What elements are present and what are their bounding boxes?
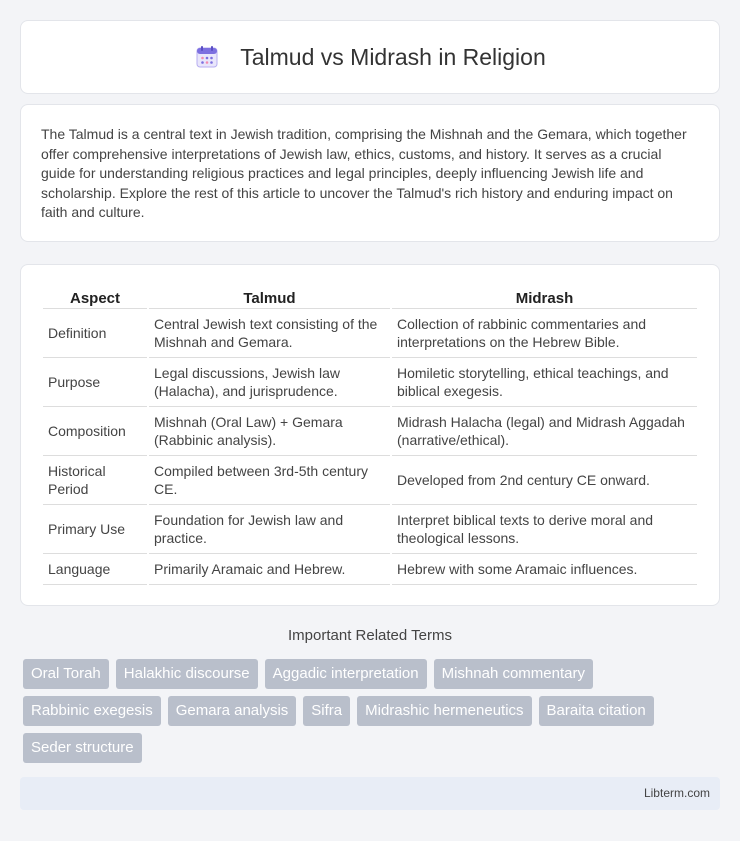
table-row	[43, 456, 697, 505]
footer	[20, 777, 720, 810]
related-terms-list	[23, 659, 723, 763]
cell-aspect: Language	[43, 554, 147, 585]
footer-site-link[interactable]: Libterm.com	[643, 786, 710, 800]
cell-talmud: Primarily Aramaic and Hebrew.	[149, 554, 390, 585]
header-talmud: Talmud	[149, 287, 390, 309]
cell-aspect: Historical Period	[43, 456, 147, 505]
table-row	[43, 358, 697, 407]
calendar-icon	[194, 44, 220, 70]
cell-midrash: Developed from 2nd century CE onward.	[392, 456, 697, 505]
cell-midrash: Homiletic storytelling, ethical teachings, and biblical exegesis.	[392, 358, 697, 407]
intro-section	[20, 104, 720, 242]
cell-aspect: Composition	[43, 407, 147, 456]
cell-talmud: Compiled between 3rd-5th century CE.	[149, 456, 390, 505]
page-header	[20, 20, 720, 94]
term-tag[interactable]: Sifra	[303, 696, 350, 726]
table-row	[43, 407, 697, 456]
cell-talmud: Central Jewish text consisting of the Mishnah and Gemara.	[149, 309, 390, 358]
term-tag[interactable]: Mishnah commentary	[434, 659, 593, 689]
related-terms-title: Important Related Terms	[288, 627, 452, 644]
term-tag[interactable]: Midrashic hermeneutics	[357, 696, 531, 726]
cell-midrash: Interpret biblical texts to derive moral and theological lessons.	[392, 505, 697, 554]
term-tag[interactable]: Baraita citation	[539, 696, 654, 726]
term-tag[interactable]: Aggadic interpretation	[265, 659, 427, 689]
header-midrash: Midrash	[392, 287, 697, 309]
cell-aspect: Primary Use	[43, 505, 147, 554]
table-row	[43, 554, 697, 585]
term-tag[interactable]: Oral Torah	[23, 659, 109, 689]
table-row	[43, 309, 697, 358]
term-tag[interactable]: Seder structure	[23, 733, 142, 763]
cell-midrash: Hebrew with some Aramaic influences.	[392, 554, 697, 585]
cell-midrash: Midrash Halacha (legal) and Midrash Aggadah (narrative/ethical).	[392, 407, 697, 456]
intro-text: The Talmud is a central text in Jewish tradition, comprising the Mishnah and the Gemara, which together offer comprehensive interpretations of Jewish law, ethics, customs, and history. It serves as a crucial guide for understanding religious practices and legal principles, deeply influencing Jewish life and scholarship. Explore the rest of this article to uncover the Talmud's rich history and enduring impact on faith and culture.	[41, 126, 687, 220]
cell-talmud: Legal discussions, Jewish law (Halacha), and jurisprudence.	[149, 358, 390, 407]
header-aspect: Aspect	[43, 287, 147, 309]
term-tag[interactable]: Halakhic discourse	[116, 659, 258, 689]
term-tag[interactable]: Gemara analysis	[168, 696, 297, 726]
term-tag[interactable]: Rabbinic exegesis	[23, 696, 161, 726]
table-row	[43, 505, 697, 554]
cell-midrash: Collection of rabbinic commentaries and interpretations on the Hebrew Bible.	[392, 309, 697, 358]
comparison-table-card	[20, 264, 720, 606]
table-header-row	[43, 287, 697, 309]
page-title: Talmud vs Midrash in Religion	[240, 43, 546, 70]
comparison-table	[41, 287, 699, 585]
cell-aspect: Purpose	[43, 358, 147, 407]
cell-talmud: Mishnah (Oral Law) + Gemara (Rabbinic analysis).	[149, 407, 390, 456]
cell-aspect: Definition	[43, 309, 147, 358]
cell-talmud: Foundation for Jewish law and practice.	[149, 505, 390, 554]
